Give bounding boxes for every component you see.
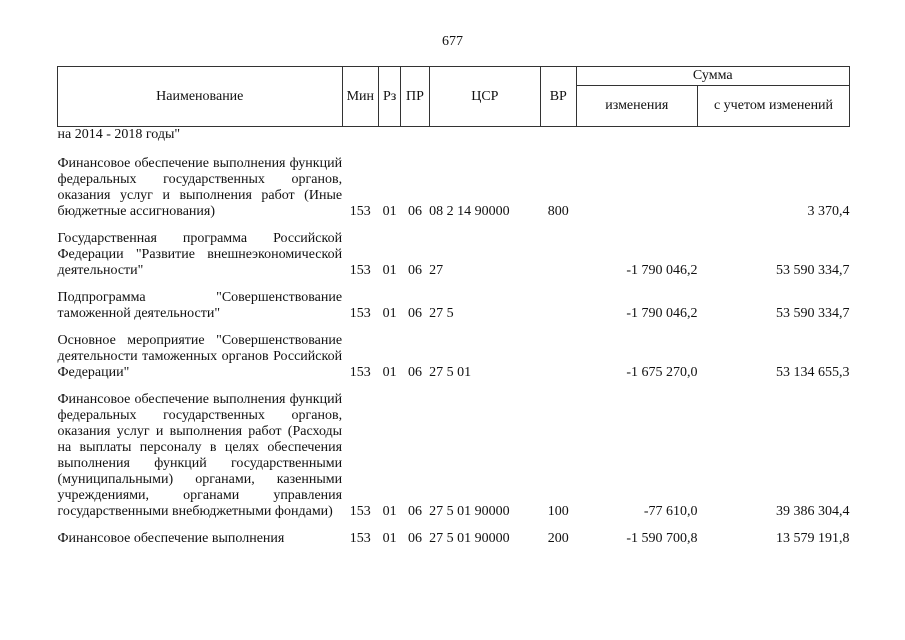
- row-rz: 01: [382, 306, 397, 321]
- row-min: 153: [349, 306, 371, 321]
- row-min: 153: [349, 365, 371, 380]
- header-rz: Рз: [379, 67, 401, 127]
- header-total: с учетом изменений: [698, 86, 850, 127]
- row-change: -1 790 046,2: [626, 263, 698, 278]
- table-header: [58, 67, 850, 127]
- row-rz: 01: [382, 204, 397, 219]
- row-total: 53 590 334,7: [776, 306, 850, 321]
- row-name: Финансовое обеспечение выполнения: [57, 531, 285, 546]
- table-row: [58, 392, 850, 520]
- row-rz: 01: [382, 365, 397, 380]
- row-vr: 200: [547, 531, 569, 546]
- row-change: -1 590 700,8: [626, 531, 698, 546]
- row-pr: 06: [407, 531, 422, 546]
- row-spacer: [58, 220, 850, 231]
- row-vr: [541, 231, 576, 279]
- row-min: 153: [349, 204, 371, 219]
- table-row: [58, 333, 850, 381]
- table-body: [58, 127, 850, 548]
- row-vr: 100: [547, 504, 569, 519]
- row-change: -1 675 270,0: [626, 365, 698, 380]
- row-csr: 27 5 01 90000: [429, 531, 510, 546]
- row-name: Подпрограмма "Совершенствование таможенной деятельности": [57, 290, 343, 321]
- row-csr: 27: [429, 263, 444, 278]
- row-min: 153: [349, 504, 371, 519]
- row-spacer: [58, 145, 850, 156]
- table-row: [58, 531, 850, 547]
- budget-table: [57, 66, 850, 547]
- row-pr: 06: [407, 204, 422, 219]
- row-spacer: [58, 520, 850, 531]
- row-change: [576, 156, 698, 220]
- row-total: 13 579 191,8: [776, 531, 850, 546]
- row-vr: [541, 290, 576, 322]
- row-total: 39 386 304,4: [776, 504, 850, 519]
- header-csr: ЦСР: [429, 67, 540, 127]
- row-min: 153: [349, 531, 371, 546]
- row-name: Финансовое обеспечение выполнения функций федеральных государственных органов, оказания услуг и выполнения работ (Иные бюджетные ассигнования): [57, 156, 343, 219]
- row-rz: 01: [382, 504, 397, 519]
- row-csr: 27 5: [429, 306, 454, 321]
- row-pr: 06: [407, 504, 422, 519]
- header-vr: ВР: [541, 67, 576, 127]
- row-name: Финансовое обеспечение выполнения функций федеральных государственных органов, оказания услуг и выполнения работ (Расходы на выплаты персоналу в целях обеспечения выполнения функций государственными (муниципальными) органами, казенными учреждениями, органами управления государственными внебюджетными фондами): [57, 392, 343, 519]
- row-csr: 08 2 14 90000: [429, 204, 510, 219]
- row-pr: 06: [407, 263, 422, 278]
- row-vr: 800: [547, 204, 569, 219]
- row-total: 53 134 655,3: [776, 365, 850, 380]
- row-csr: 27 5 01 90000: [429, 504, 510, 519]
- row-change: -1 790 046,2: [626, 306, 698, 321]
- row-rz: 01: [382, 263, 397, 278]
- row-min: 153: [349, 263, 371, 278]
- table-row: [58, 231, 850, 279]
- table-row: [58, 156, 850, 220]
- row-pr: 06: [407, 306, 422, 321]
- row-spacer: [58, 381, 850, 392]
- row-rz: 01: [382, 531, 397, 546]
- page-number: 677: [442, 34, 463, 49]
- row-spacer: [58, 322, 850, 333]
- row-name: Государственная программа Российской Федерации "Развитие внешнеэкономической деятельности": [57, 231, 343, 278]
- continuation-text: на 2014 - 2018 годы": [57, 127, 181, 142]
- row-name: Основное мероприятие "Совершенствование деятельности таможенных органов Российской Федерации": [57, 333, 343, 380]
- row-total: 3 370,4: [807, 204, 850, 219]
- header-min: Мин: [342, 67, 378, 127]
- row-csr: 27 5 01: [429, 365, 472, 380]
- row-vr: [541, 333, 576, 381]
- header-change: изменения: [576, 86, 698, 127]
- row-spacer: [58, 279, 850, 290]
- header-sum: Сумма: [576, 67, 850, 86]
- row-total: 53 590 334,7: [776, 263, 850, 278]
- table-row: [58, 290, 850, 322]
- header-name: Наименование: [58, 67, 343, 127]
- row-pr: 06: [407, 365, 422, 380]
- header-pr: ПР: [401, 67, 429, 127]
- row-change: -77 610,0: [643, 504, 698, 519]
